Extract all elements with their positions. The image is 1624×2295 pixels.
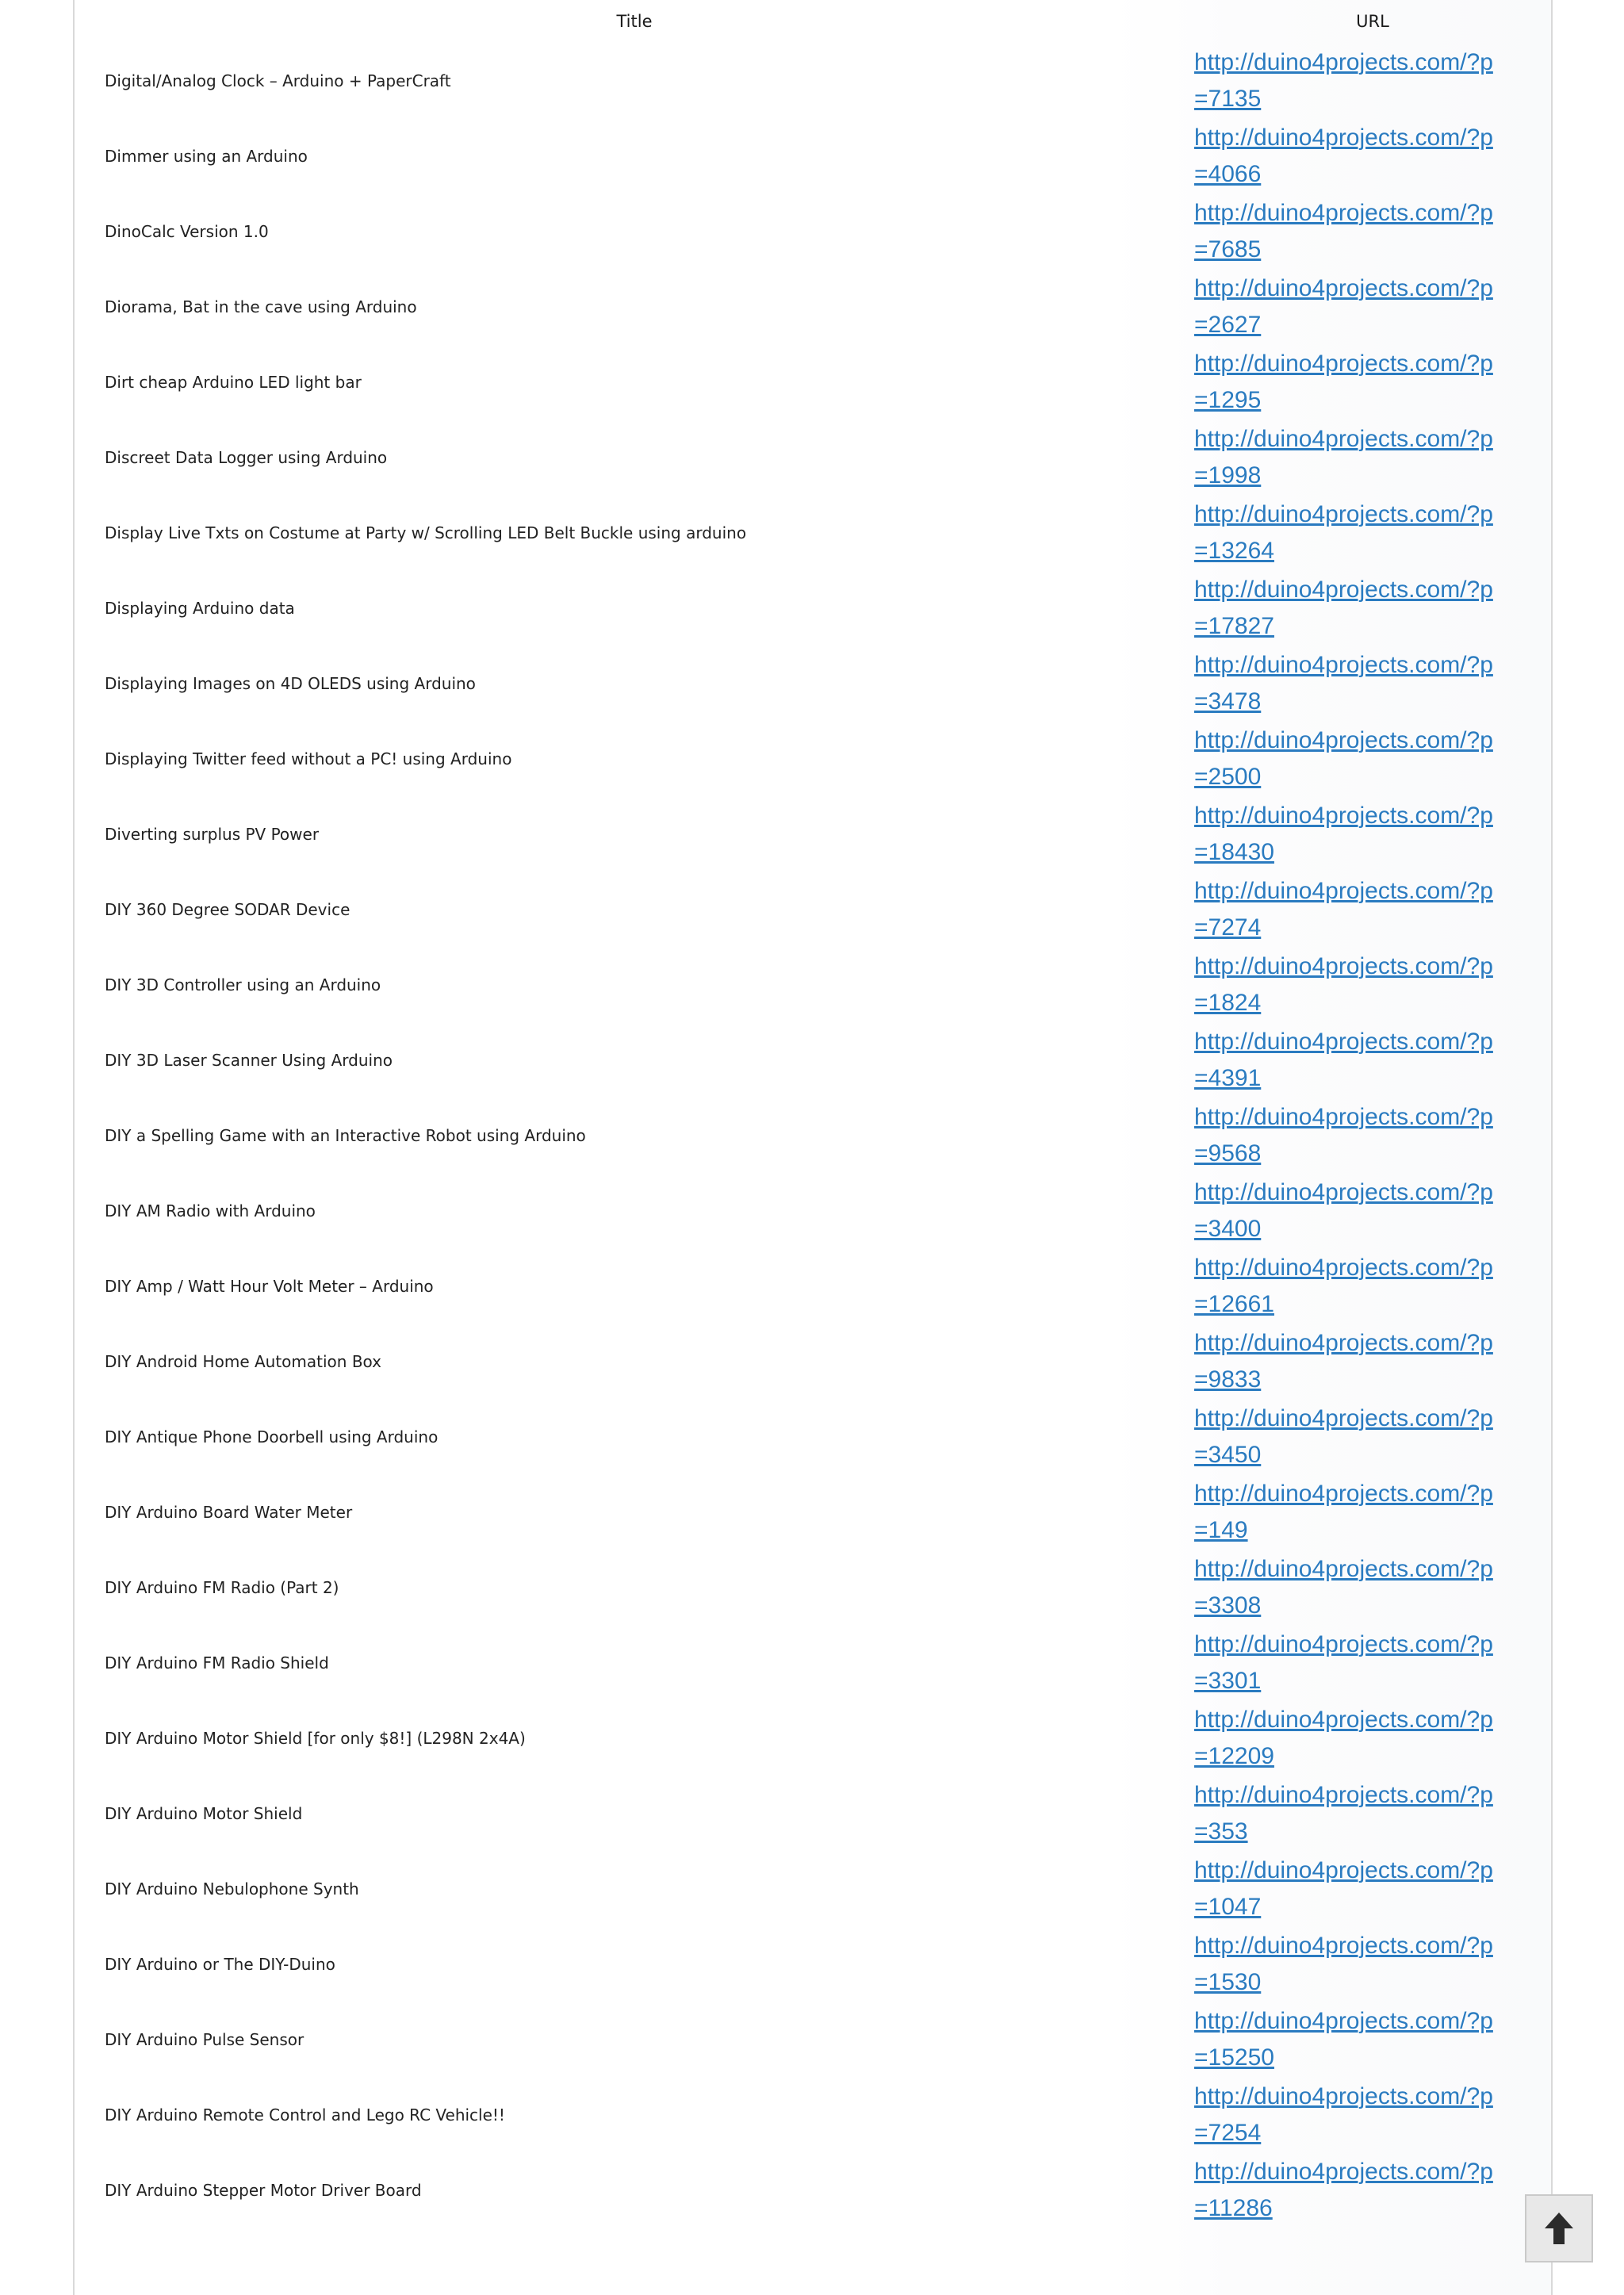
- project-title: DIY 3D Laser Scanner Using Arduino: [105, 1050, 393, 1070]
- table-row: [75, 1173, 1551, 1248]
- project-title: DIY Amp / Watt Hour Volt Meter – Arduino: [105, 1276, 434, 1296]
- table-row: [75, 1625, 1551, 1700]
- table-row: [75, 193, 1551, 269]
- table-row: [75, 1851, 1551, 1926]
- url-cell: [1194, 1851, 1551, 1926]
- project-url-link[interactable]: http://duino4projects.com/?p=7685: [1194, 199, 1493, 262]
- table-body: [75, 43, 1551, 2228]
- url-cell: [1194, 1098, 1551, 1173]
- table-row: [75, 721, 1551, 796]
- project-title: DIY a Spelling Game with an Interactive Robot using Arduino: [105, 1125, 586, 1145]
- url-cell: [1194, 2002, 1551, 2077]
- project-url-link[interactable]: http://duino4projects.com/?p=18430: [1194, 802, 1493, 865]
- project-url-link[interactable]: http://duino4projects.com/?p=7274: [1194, 877, 1493, 941]
- project-title: DinoCalc Version 1.0: [105, 221, 269, 241]
- project-url-link[interactable]: http://duino4projects.com/?p=3478: [1194, 651, 1493, 715]
- project-title: DIY Arduino Stepper Motor Driver Board: [105, 2180, 422, 2200]
- table-row: [75, 2077, 1551, 2152]
- projects-table: [75, 0, 1551, 2228]
- table-row: [75, 2002, 1551, 2077]
- table-row: [75, 1474, 1551, 1550]
- project-title: DIY Arduino Motor Shield [for only $8!] (L298N 2x4A): [105, 1728, 526, 1748]
- project-title: DIY Arduino or The DIY-Duino: [105, 1954, 335, 1974]
- url-cell: [1194, 1324, 1551, 1399]
- project-url-link[interactable]: http://duino4projects.com/?p=11286: [1194, 2158, 1493, 2221]
- url-cell: [1194, 1700, 1551, 1776]
- table-row: [75, 796, 1551, 872]
- url-cell: [1194, 872, 1551, 947]
- project-url-link[interactable]: http://duino4projects.com/?p=3301: [1194, 1630, 1493, 1694]
- table-row: [75, 1550, 1551, 1625]
- table-row: [75, 495, 1551, 570]
- table-row: [75, 646, 1551, 721]
- scroll-to-top-button[interactable]: [1525, 2194, 1593, 2262]
- url-cell: [1194, 2077, 1551, 2152]
- project-title: Display Live Txts on Costume at Party w/ Scrolling LED Belt Buckle using arduino: [105, 523, 747, 542]
- url-cell: [1194, 721, 1551, 796]
- project-url-link[interactable]: http://duino4projects.com/?p=17827: [1194, 576, 1493, 639]
- project-url-link[interactable]: http://duino4projects.com/?p=7135: [1194, 48, 1493, 112]
- project-url-link[interactable]: http://duino4projects.com/?p=15250: [1194, 2007, 1493, 2071]
- table-row: [75, 344, 1551, 420]
- project-url-link[interactable]: http://duino4projects.com/?p=1295: [1194, 350, 1493, 413]
- title-column-header: Title: [616, 12, 653, 31]
- project-url-link[interactable]: http://duino4projects.com/?p=149: [1194, 1480, 1493, 1543]
- table-row: [75, 947, 1551, 1022]
- table-row: [75, 420, 1551, 495]
- url-cell: [1194, 1550, 1551, 1625]
- project-title: Displaying Arduino data: [105, 598, 295, 618]
- project-url-link[interactable]: http://duino4projects.com/?p=1824: [1194, 952, 1493, 1016]
- table-row: [75, 1776, 1551, 1851]
- url-cell: [1194, 1399, 1551, 1474]
- project-title: DIY Arduino Remote Control and Lego RC Vehicle!!: [105, 2105, 505, 2125]
- project-title: DIY 360 Degree SODAR Device: [105, 899, 350, 919]
- project-url-link[interactable]: http://duino4projects.com/?p=353: [1194, 1781, 1493, 1845]
- url-cell: [1194, 193, 1551, 269]
- table-row: [75, 118, 1551, 193]
- url-cell: [1194, 1173, 1551, 1248]
- project-title: Dirt cheap Arduino LED light bar: [105, 372, 362, 392]
- table-row: [75, 1926, 1551, 2002]
- project-title: DIY Arduino Board Water Meter: [105, 1502, 353, 1522]
- project-title: DIY Arduino FM Radio Shield: [105, 1653, 329, 1672]
- url-cell: [1194, 269, 1551, 344]
- project-title: DIY Arduino Pulse Sensor: [105, 2029, 304, 2049]
- project-url-link[interactable]: http://duino4projects.com/?p=13264: [1194, 500, 1493, 564]
- table-header-row: [75, 0, 1551, 43]
- project-title: DIY AM Radio with Arduino: [105, 1201, 316, 1220]
- project-title: DIY Arduino Motor Shield: [105, 1803, 303, 1823]
- url-cell: [1194, 1248, 1551, 1324]
- project-url-link[interactable]: http://duino4projects.com/?p=9833: [1194, 1329, 1493, 1393]
- table-row: [75, 872, 1551, 947]
- url-cell: [1194, 646, 1551, 721]
- url-column-header: URL: [1356, 12, 1389, 31]
- url-cell: [1194, 1022, 1551, 1098]
- table-row: [75, 43, 1551, 118]
- arrow-up-icon: [1543, 2211, 1575, 2246]
- url-cell: [1194, 1474, 1551, 1550]
- url-cell: [1194, 420, 1551, 495]
- url-cell: [1194, 118, 1551, 193]
- project-title: DIY Antique Phone Doorbell using Arduino: [105, 1427, 439, 1446]
- project-title: Displaying Images on 4D OLEDS using Arduino: [105, 673, 476, 693]
- project-url-link[interactable]: http://duino4projects.com/?p=9568: [1194, 1103, 1493, 1167]
- project-title: Digital/Analog Clock – Arduino + PaperCraft: [105, 71, 451, 90]
- table-row: [75, 1324, 1551, 1399]
- project-title: Diorama, Bat in the cave using Arduino: [105, 297, 417, 316]
- url-cell: [1194, 2152, 1551, 2228]
- url-cell: [1194, 570, 1551, 646]
- url-cell: [1194, 43, 1551, 118]
- table-row: [75, 1022, 1551, 1098]
- project-title: Displaying Twitter feed without a PC! using Arduino: [105, 749, 512, 768]
- project-url-link[interactable]: http://duino4projects.com/?p=3400: [1194, 1178, 1493, 1242]
- url-cell: [1194, 495, 1551, 570]
- url-cell: [1194, 796, 1551, 872]
- project-url-link[interactable]: http://duino4projects.com/?p=4391: [1194, 1028, 1493, 1091]
- table-row: [75, 2152, 1551, 2228]
- project-url-link[interactable]: http://duino4projects.com/?p=7254: [1194, 2082, 1493, 2146]
- url-cell: [1194, 1776, 1551, 1851]
- project-url-link[interactable]: http://duino4projects.com/?p=12209: [1194, 1706, 1493, 1769]
- project-url-link[interactable]: http://duino4projects.com/?p=1530: [1194, 1932, 1493, 1995]
- table-row: [75, 269, 1551, 344]
- table-row: [75, 1248, 1551, 1324]
- project-title: Discreet Data Logger using Arduino: [105, 447, 388, 467]
- project-url-link[interactable]: http://duino4projects.com/?p=4066: [1194, 124, 1493, 187]
- project-title: DIY Android Home Automation Box: [105, 1351, 381, 1371]
- project-url-link[interactable]: http://duino4projects.com/?p=12661: [1194, 1254, 1493, 1317]
- project-title: DIY 3D Controller using an Arduino: [105, 975, 381, 994]
- project-url-link[interactable]: http://duino4projects.com/?p=1047: [1194, 1856, 1493, 1920]
- table-row: [75, 1399, 1551, 1474]
- table-row: [75, 1098, 1551, 1173]
- project-url-link[interactable]: http://duino4projects.com/?p=1998: [1194, 425, 1493, 489]
- project-url-link[interactable]: http://duino4projects.com/?p=3450: [1194, 1404, 1493, 1468]
- url-cell: [1194, 947, 1551, 1022]
- project-url-link[interactable]: http://duino4projects.com/?p=3308: [1194, 1555, 1493, 1619]
- table-row: [75, 570, 1551, 646]
- project-title: Diverting surplus PV Power: [105, 824, 320, 844]
- project-url-link[interactable]: http://duino4projects.com/?p=2500: [1194, 726, 1493, 790]
- url-cell: [1194, 344, 1551, 420]
- project-title: DIY Arduino FM Radio (Part 2): [105, 1577, 339, 1597]
- table-row: [75, 1700, 1551, 1776]
- url-cell: [1194, 1625, 1551, 1700]
- project-title: Dimmer using an Arduino: [105, 146, 308, 166]
- project-url-link[interactable]: http://duino4projects.com/?p=2627: [1194, 274, 1493, 338]
- project-title: DIY Arduino Nebulophone Synth: [105, 1879, 359, 1898]
- url-cell: [1194, 1926, 1551, 2002]
